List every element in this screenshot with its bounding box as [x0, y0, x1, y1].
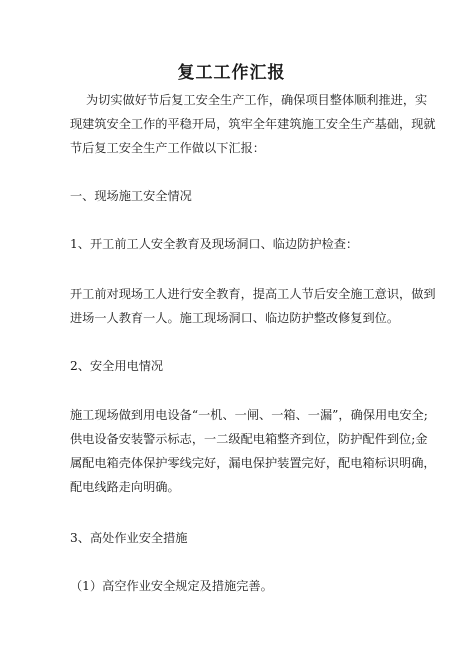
subsection-heading: 1、开工前工人安全教育及现场洞口、临边防护检查： — [70, 237, 359, 251]
subsection-paragraph — [70, 282, 436, 330]
paragraph-line: 供电设备安装警示标志，一二级配电箱整齐到位，防护配件到位;金 — [70, 432, 428, 446]
paragraph-line: 属配电箱壳体保护零线完好，漏电保护装置完好，配电箱标识明确， — [70, 456, 436, 470]
document-title: 复工工作汇报 — [177, 63, 286, 83]
subsection-paragraph — [70, 403, 436, 499]
subsection-heading: 2、安全用电情况 — [70, 359, 164, 373]
intro-line: 现建筑安全工作的平稳开局，筑牢全年建筑施工安全生产基础，现就 — [70, 117, 436, 131]
list-item: （1）高空作业安全规定及措施完善。 — [70, 579, 273, 593]
intro-paragraph — [70, 88, 436, 160]
paragraph-line: 进场一人教育一人。施工现场洞口、临边防护整改修复到位。 — [70, 311, 400, 325]
section-heading: 一、现场施工安全情况 — [70, 189, 192, 203]
paragraph-line: 开工前对现场工人进行安全教育，提高工人节后安全施工意识，做到 — [70, 287, 436, 301]
intro-line: 为切实做好节后复工安全生产工作，确保项目整体顺利推进，实 — [86, 93, 428, 107]
subsection-heading: 3、高处作业安全措施 — [70, 531, 188, 545]
intro-line: 节后复工安全生产工作做以下汇报： — [70, 141, 265, 155]
paragraph-line: 配电线路走向明确。 — [70, 480, 180, 494]
paragraph-line: 施工现场做到用电设备“一机、一闸、一箱、一漏”，确保用电安全; — [70, 408, 428, 422]
